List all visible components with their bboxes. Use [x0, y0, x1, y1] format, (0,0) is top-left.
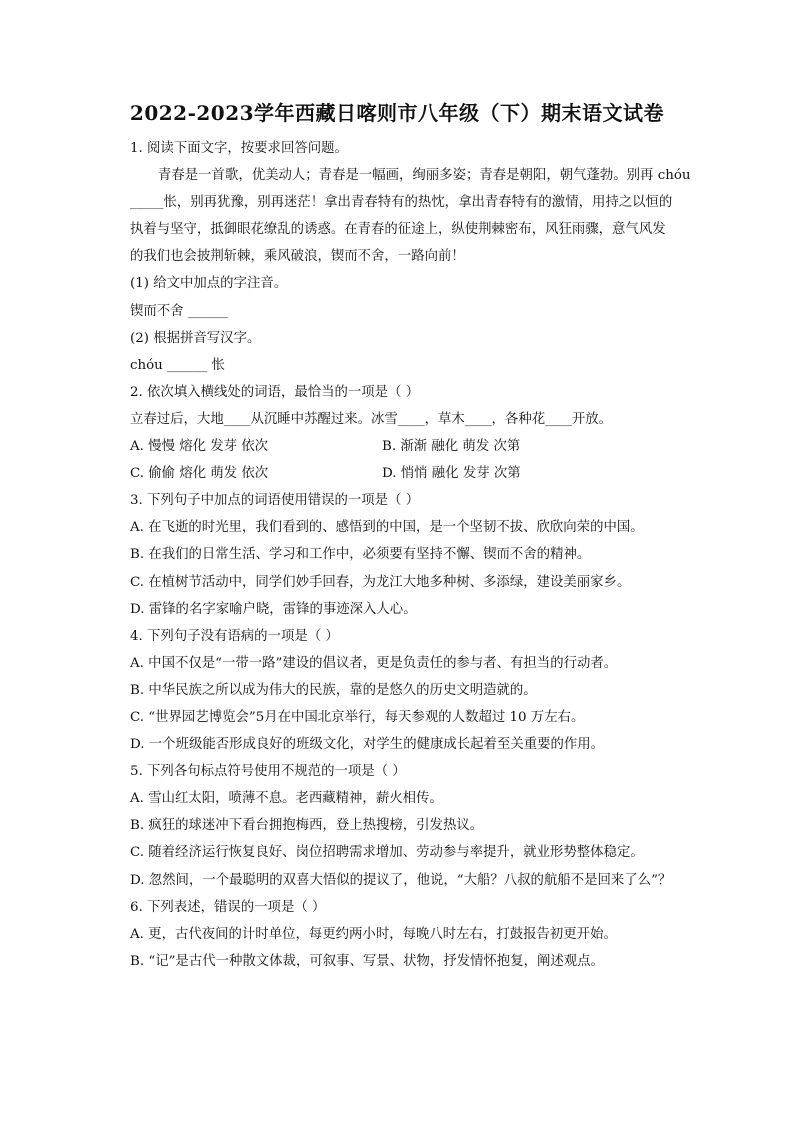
- question-6-stem: 6. 下列表述，错误的一项是（ ）: [130, 899, 326, 915]
- passage-line-3: 执着与坚守，抵御眼花缭乱的诱惑。在青春的征途上，纵使荆棘密布，风狂雨骤，意气风发: [130, 222, 666, 238]
- question-2-stem: 2. 依次填入横线处的词语，最恰当的一项是（ ）: [130, 384, 420, 400]
- question-5-option-b: B. 疯狂的球迷冲下看台拥抱梅西，登上热搜榜，引发热议。: [130, 818, 484, 834]
- question-1-sub-2-answer: chóu ______ 怅: [130, 357, 225, 373]
- question-5-stem: 5. 下列各句标点符号使用不规范的一项是（ ）: [130, 764, 406, 780]
- question-2-sentence: 立春过后，大地____从沉睡中苏醒过来。冰雪____，草木____，各种花____开放。: [130, 411, 613, 427]
- question-1-sub-1: (1) 给文中加点的字注音。: [130, 276, 288, 292]
- question-6-option-a: A. 更，古代夜间的计时单位，每更约两小时，每晚八时左右，打鼓报告初更开始。: [130, 926, 617, 942]
- question-5-option-c: C. 随着经济运行恢复良好、岗位招聘需求增加、劳动参与率提升，就业形势整体稳定。: [130, 845, 644, 861]
- question-4-stem: 4. 下列句子没有语病的一项是（ ）: [130, 628, 339, 644]
- question-1-stem: 1. 阅读下面文字，按要求回答问题。: [130, 141, 348, 156]
- question-4-option-d: D. 一个班级能否形成良好的班级文化，对学生的健康成长起着至关重要的作用。: [130, 737, 605, 753]
- question-2-options-row-2: [130, 460, 690, 487]
- question-5-option-a: A. 雪山红太阳，喷薄不息。老西藏精神，薪火相传。: [130, 791, 443, 807]
- question-4-option-a: A. 中国不仅是“一带一路”建设的倡议者，更是负责任的参与者、有担当的行动者。: [130, 655, 618, 671]
- question-4-option-b: B. 中华民族之所以成为伟大的民族，靠的是悠久的历史文明造就的。: [130, 682, 537, 698]
- question-2-options-row-1: [130, 433, 690, 460]
- question-1-sub-1-answer: 锲而不舍 ______: [130, 303, 228, 319]
- question-1-sub-2: (2) 根据拼音写汉字。: [130, 330, 261, 346]
- question-2-option-d: D. 悄悄 融化 发芽 次第: [382, 466, 521, 482]
- question-3-stem: 3. 下列句子中加点的词语使用错误的一项是（ ）: [130, 493, 420, 509]
- question-6-option-b: B. “记”是古代一种散文体裁，可叙事、写景、状物，抒发情怀抱复，阐述观点。: [130, 953, 604, 969]
- passage-line-2: _____怅，别再犹豫，别再迷茫！拿出青春特有的热忱，拿出青春特有的激情，用持之以恒的: [130, 195, 673, 211]
- passage-line-1: 青春是一首歌，优美动人；青春是一幅画，绚丽多姿；青春是朝阳，朝气蓬勃。别再 chóu: [158, 168, 691, 184]
- question-2-option-c: C. 偷偷 熔化 萌发 依次: [130, 466, 269, 482]
- question-2-option-a: A. 慢慢 熔化 发芽 依次: [130, 439, 269, 455]
- question-3-option-d: D. 雷锋的名字家喻户晓，雷锋的事迹深入人心。: [130, 601, 417, 617]
- question-3-option-c: C. 在植树节活动中，同学们妙手回春，为龙江大地多种树、多添绿，建设美丽家乡。: [130, 574, 631, 590]
- question-4-option-c: C. “世界园艺博览会”5月在中国北京举行，每天参观的人数超过 10 万左右。: [130, 709, 585, 725]
- exam-title: 2022-2023学年西藏日喀则市八年级（下）期末语文试卷: [129, 101, 665, 125]
- question-5-option-d: D. 忽然间，一个最聪明的双喜大悟似的提议了，他说，“大船？八叔的航船不是回来了么”？: [130, 872, 672, 888]
- question-2-option-b: B. 渐渐 融化 萌发 次第: [382, 439, 521, 455]
- question-3-option-a: A. 在飞逝的时光里，我们看到的、感悟到的中国，是一个坚韧不拔、欣欣向荣的中国。: [130, 520, 644, 536]
- question-3-option-b: B. 在我们的日常生活、学习和工作中，必须要有坚持不懈、锲而不舍的精神。: [130, 547, 591, 563]
- passage-line-4: 的我们也会披荆斩棘，乘风破浪，锲而不舍，一路向前！: [130, 249, 465, 265]
- exam-content: [130, 135, 690, 975]
